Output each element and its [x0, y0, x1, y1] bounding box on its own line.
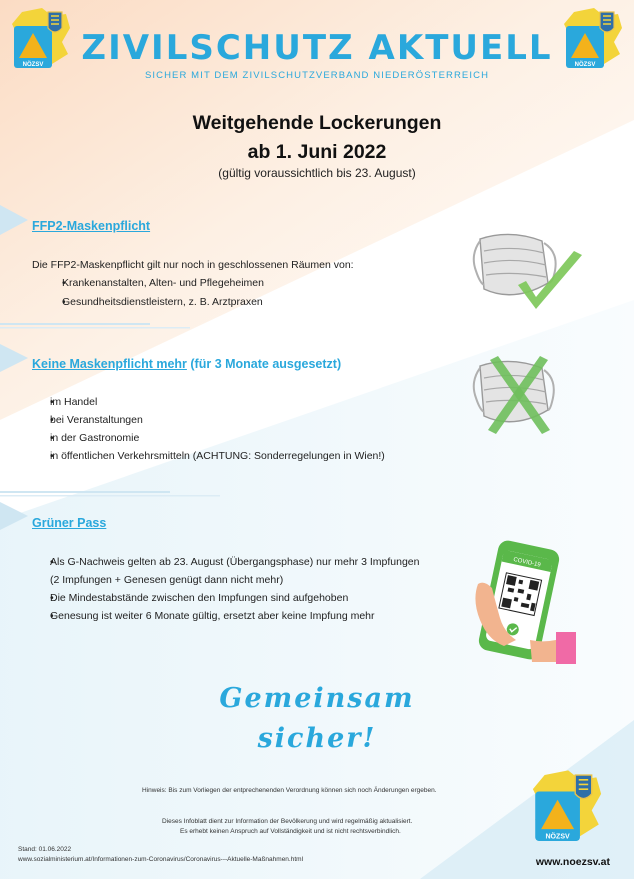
header-title: ZIVILSCHUTZ AKTUELL [81, 28, 553, 68]
headline-line1: Weitgehende Lockerungen [192, 112, 442, 134]
list-item: • Gesundheitsdienstleistern, z. B. Arztpraxen [32, 296, 264, 308]
motto-line1: Gemeinsam [219, 683, 415, 714]
footer-hint: Hinweis: Bis zum Vorliegen der entprechenenden Verordnung können sich noch Änderungen ergeben. [142, 787, 437, 794]
section-no-mask-title [32, 357, 341, 371]
header-subtitle: SICHER MIT DEM ZIVILSCHUTZVERBAND NIEDERÖSTERREICH [144, 70, 490, 81]
section-green-pass-title [32, 516, 106, 530]
section-ffp2-intro: Die FFP2-Maskenpflicht gilt nur noch in geschlossenen Räumen von: [32, 259, 354, 271]
list-item: • in der Gastronomie [32, 432, 385, 444]
section-no-mask-list [32, 396, 385, 462]
list-item: • bei Veranstaltungen [32, 414, 385, 426]
headline-validity: (gültig voraussichtlich bis 23. August) [218, 166, 416, 180]
list-item: • Als G-Nachweis gelten ab 23. August (Übergangsphase) nur mehr 3 Impfungen [32, 556, 419, 568]
footer-info-line1: Dieses Infoblatt dient zur Information der Bevölkerung und wird regelmäßig aktualisiert. [162, 818, 413, 825]
section-ffp2-list [32, 277, 264, 308]
footer-source-link[interactable]: www.sozialministerium.at/Informationen-zum-Coronavirus/Coronavirus---Aktuelle-Maßnahmen.html [18, 856, 304, 863]
list-item-continuation: (2 Impfungen + Genesen genügt dann nicht mehr) [50, 574, 284, 586]
footer-stand-date: Stand: 01.06.2022 [18, 846, 72, 853]
noezsv-logo-footer [528, 768, 606, 848]
footer-info-line2: Es erhebt keinen Anspruch auf Vollständigkeit und ist nicht rechtsverbindlich. [180, 828, 401, 835]
headline-line2: ab 1. Juni 2022 [247, 141, 387, 163]
footer-website-link[interactable]: www.noezsv.at [535, 856, 610, 868]
logo-text: NÖZSV [545, 833, 570, 841]
list-item: • Krankenanstalten, Alten- und Pflegeheimen [32, 277, 264, 289]
logo-text: NÖZSV [22, 62, 44, 68]
logo-text: NÖZSV [574, 62, 596, 68]
section-green-pass-list [32, 556, 419, 622]
section-ffp2-title-text: FFP2-Maskenpflicht [32, 219, 151, 233]
list-item: • im Handel [32, 396, 385, 408]
section-ffp2-title [32, 219, 150, 233]
phone-qr-code-icon [470, 540, 576, 664]
face-mask-checkmark-icon [470, 225, 588, 317]
list-item: • Die Mindestabstände zwischen den Impfungen sind aufgehoben [32, 592, 419, 604]
list-item: • in öffentlichen Verkehrsmitteln (ACHTUNG: Sonderregelungen in Wien!) [32, 450, 385, 462]
section-no-mask-title-suffix: (für 3 Monate ausgesetzt) [190, 357, 342, 371]
face-mask-crossed-icon [470, 352, 560, 436]
section-green-pass-title-text: Grüner Pass [32, 516, 107, 530]
section-no-mask-title-text: Keine Maskenpflicht mehr [32, 357, 187, 371]
motto-line2: sicher! [257, 723, 377, 754]
phone-label: COVID-19 [512, 557, 542, 569]
list-item: • Genesung ist weiter 6 Monate gültig, ersetzt aber keine Impfung mehr [32, 610, 419, 622]
